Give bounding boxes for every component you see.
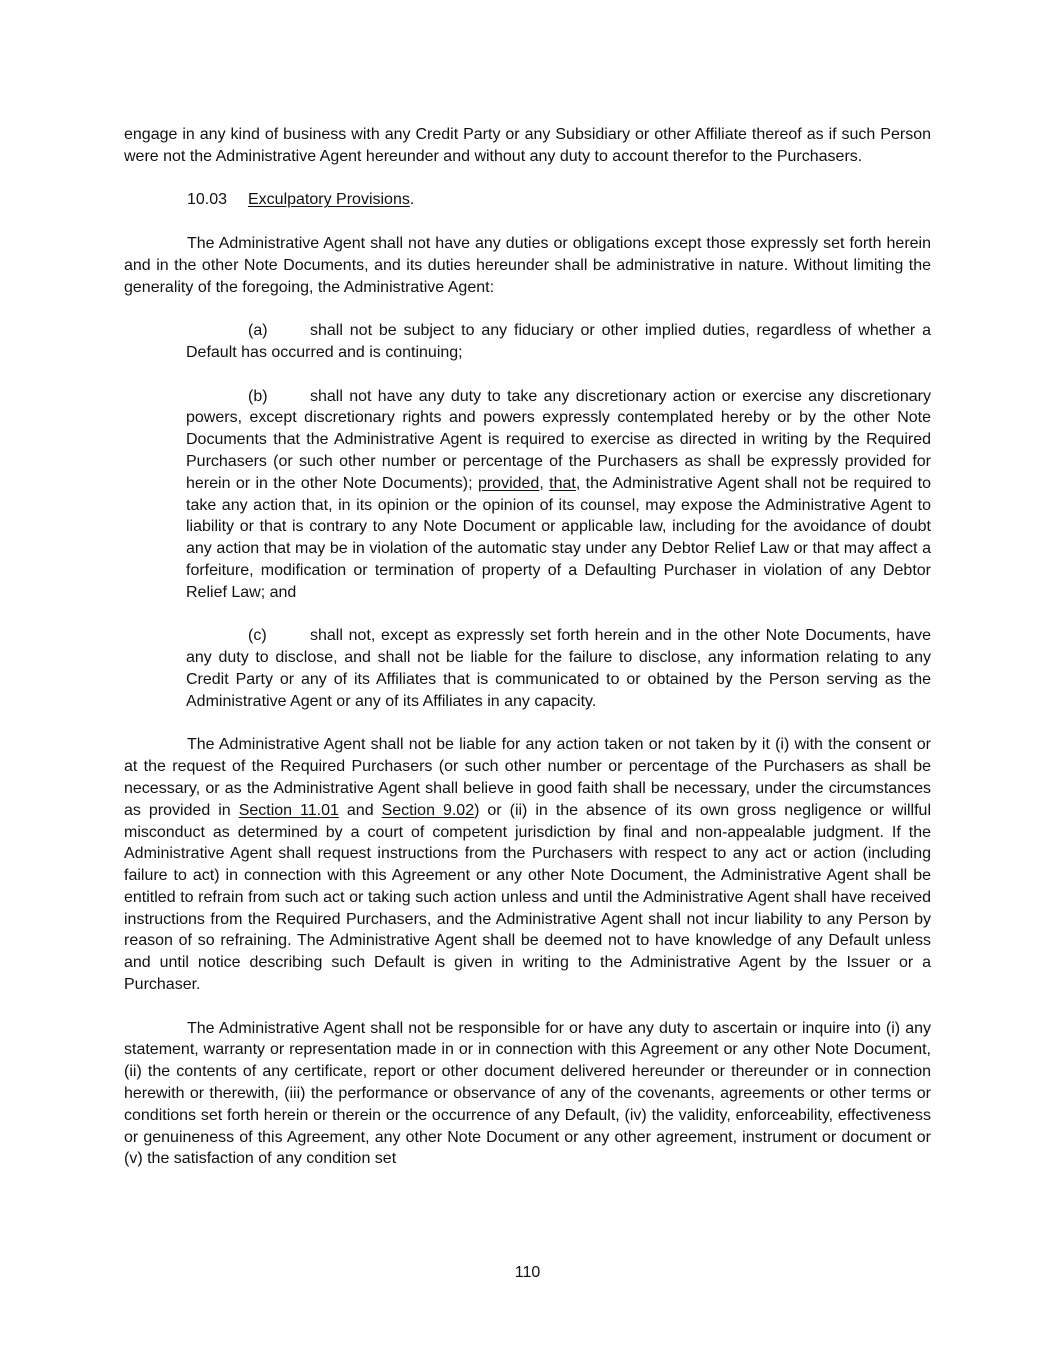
paragraph-liability-and: and	[338, 801, 382, 819]
clause-b	[186, 386, 931, 604]
paragraph-duties: The Administrative Agent shall not have any duties or obligations except those expressly set forth herein and in the other Note Documents, and its duties hereunder shall be administrative in nature. Without limiting the generality of the foregoing, the Administrative Agent:	[124, 234, 931, 296]
section-title: Exculpatory Provisions	[248, 191, 410, 209]
section-number: 10.03	[187, 191, 228, 209]
paragraph-responsibility: The Administrative Agent shall not be responsible for or have any duty to ascertain or inquire into (i) any statement, warranty or representation made in or in connection with this Agreement or any other Note Document, (ii) the contents of any certificate, report or other document delivered hereunder or thereunder or in connection herewith or therewith, (iii) the performance or observance of any of the covenants, agreements or other terms or conditions set forth herein or therein or the occurrence of any Default, (iv) the validity, enforceability, effectiveness or genuineness of this Agreement, any other Note Document or any other agreement, instrument or document or (v) the satisfaction of any condition set	[124, 1019, 931, 1168]
section-heading	[124, 189, 931, 211]
provided-term: provided	[477, 474, 540, 492]
clause-b-separator: ,	[539, 474, 550, 492]
clause-a	[186, 320, 931, 364]
paragraph-liability-text-2: ) or (ii) in the absence of its own gross negligence or willful misconduct as determined by a court of competent jurisdiction by final and non-appealable judgment. If the Administrative Agent shall request instructions from the Purchasers with respect to any act or action (including failure to act) in connection with this Agreement or any other Note Document, the Administrative Agent shall be entitled to refrain from such act or taking such action unless and until the Administrative Agent shall have received instructions from the Required Purchasers, and the Administrative Agent shall not incur liability to any Person by reason of so refraining. The Administrative Agent shall be deemed not to have knowledge of any Default unless and until notice describing such Default is given in writing to the Administrative Agent by the Issuer or a Purchaser.	[124, 801, 932, 994]
document-page	[124, 124, 931, 1170]
paragraph-liability-text-1: The Administrative Agent shall not be liable for any action taken or not taken by it (i) with the consent or at the request of the Required Purchasers (or such other number or percentage of the Purchasers as shall be necessary, or as the Administrative Agent shall believe in good faith shall be necessary, under the circumstances as provided in	[124, 736, 931, 819]
that-term: that	[549, 474, 576, 492]
clause-b-text-1: shall not have any duty to take any discretionary action or exercise any discretionary powers, except discretionary rights and powers expressly contemplated hereby or by the other Note Documents that the Administrative Agent is required to exercise as directed in writing by the Required Purchasers (or such other number or percentage of the Purchasers as shall be expressly provided for herein or in the other Note Documents);	[186, 387, 931, 492]
clause-b-text-2: , the Administrative Agent shall not be required to take any action that, in its opinion or the opinion of its counsel, may expose the Administrative Agent to liability or that is contrary to any Note Document or applicable law, including for the avoidance of doubt any action that may be in violation of the automatic stay under any Debtor Relief Law or that may affect a forfeiture, modification or termination of property of a Defaulting Purchaser in violation of any Debtor Relief Law; and	[186, 474, 932, 601]
clause-a-label: (a)	[248, 322, 268, 340]
paragraph-liability	[124, 734, 931, 996]
clause-c-text: shall not, except as expressly set forth herein and in the other Note Documents, have any duty to disclose, and shall not be liable for the failure to disclose, any information relating to any Credit Party or any of its Affiliates that is communicated to or obtained by the Person serving as the Administrative Agent or any of its Affiliates in any capacity.	[186, 627, 931, 710]
clause-c	[186, 625, 931, 712]
section-11-01-reference: Section 11.01	[238, 801, 339, 819]
section-9-02-reference: Section 9.02	[381, 801, 475, 819]
section-title-period: .	[409, 191, 415, 209]
intro-paragraph: engage in any kind of business with any Credit Party or any Subsidiary or other Affiliate thereof as if such Person were not the Administrative Agent hereunder and without any duty to account therefor to the Purchasers.	[124, 126, 931, 165]
page-number: 110	[514, 1264, 541, 1281]
clause-c-label: (c)	[248, 627, 267, 645]
clause-b-label: (b)	[248, 387, 268, 405]
clause-a-text: shall not be subject to any fiduciary or other implied duties, regardless of whether a Default has occurred and is continuing;	[186, 322, 931, 361]
